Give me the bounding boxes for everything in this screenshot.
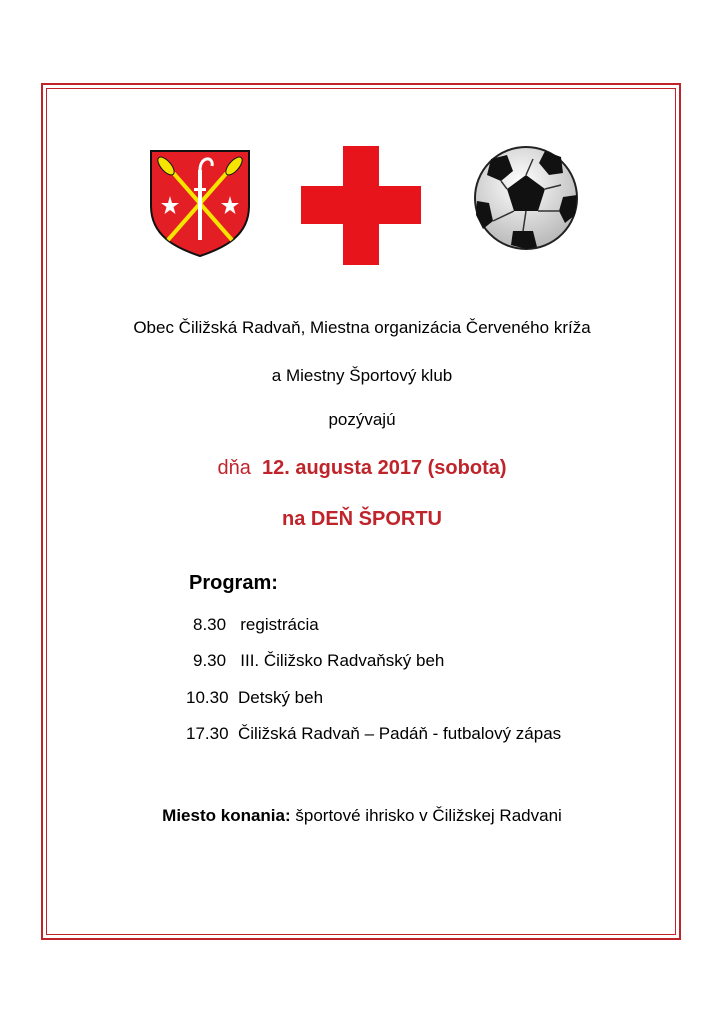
program-item <box>186 688 323 708</box>
soccer-ball-icon <box>473 145 579 251</box>
venue-label: Miesto konania: <box>162 806 291 825</box>
red-cross-icon <box>301 146 421 265</box>
program-label: Čiližská Radvaň – Padáň - futbalový zápas <box>238 724 562 743</box>
program-heading: Program: <box>189 572 278 594</box>
program-time: 9.30 <box>193 651 227 670</box>
program-item <box>193 615 319 635</box>
invite-line-organizers: Obec Čiližská Radvaň, Miestna organizácia Červeného kríža <box>133 318 591 337</box>
date-value: 12. augusta 2017 (sobota) <box>261 457 507 479</box>
coat-of-arms-icon <box>148 148 252 258</box>
program-time: 17.30 <box>186 724 229 743</box>
program-label: Detský beh <box>238 688 324 707</box>
program-time: 8.30 <box>193 615 227 634</box>
program-item <box>193 651 444 671</box>
invite-line-club: a Miestny Športový klub <box>271 366 453 385</box>
date-prefix: dňa <box>217 457 251 479</box>
event-title: na DEŇ ŠPORTU <box>281 508 443 530</box>
program-label: registrácia <box>240 615 319 634</box>
invite-line-verb: pozývajú <box>328 410 396 429</box>
venue <box>0 806 724 826</box>
event-date <box>0 457 724 480</box>
program-label: III. Čiližsko Radvaňský beh <box>240 651 445 670</box>
venue-value: športové ihrisko v Čiližskej Radvani <box>295 806 562 825</box>
program-time: 10.30 <box>186 688 229 707</box>
program-item <box>186 724 561 744</box>
